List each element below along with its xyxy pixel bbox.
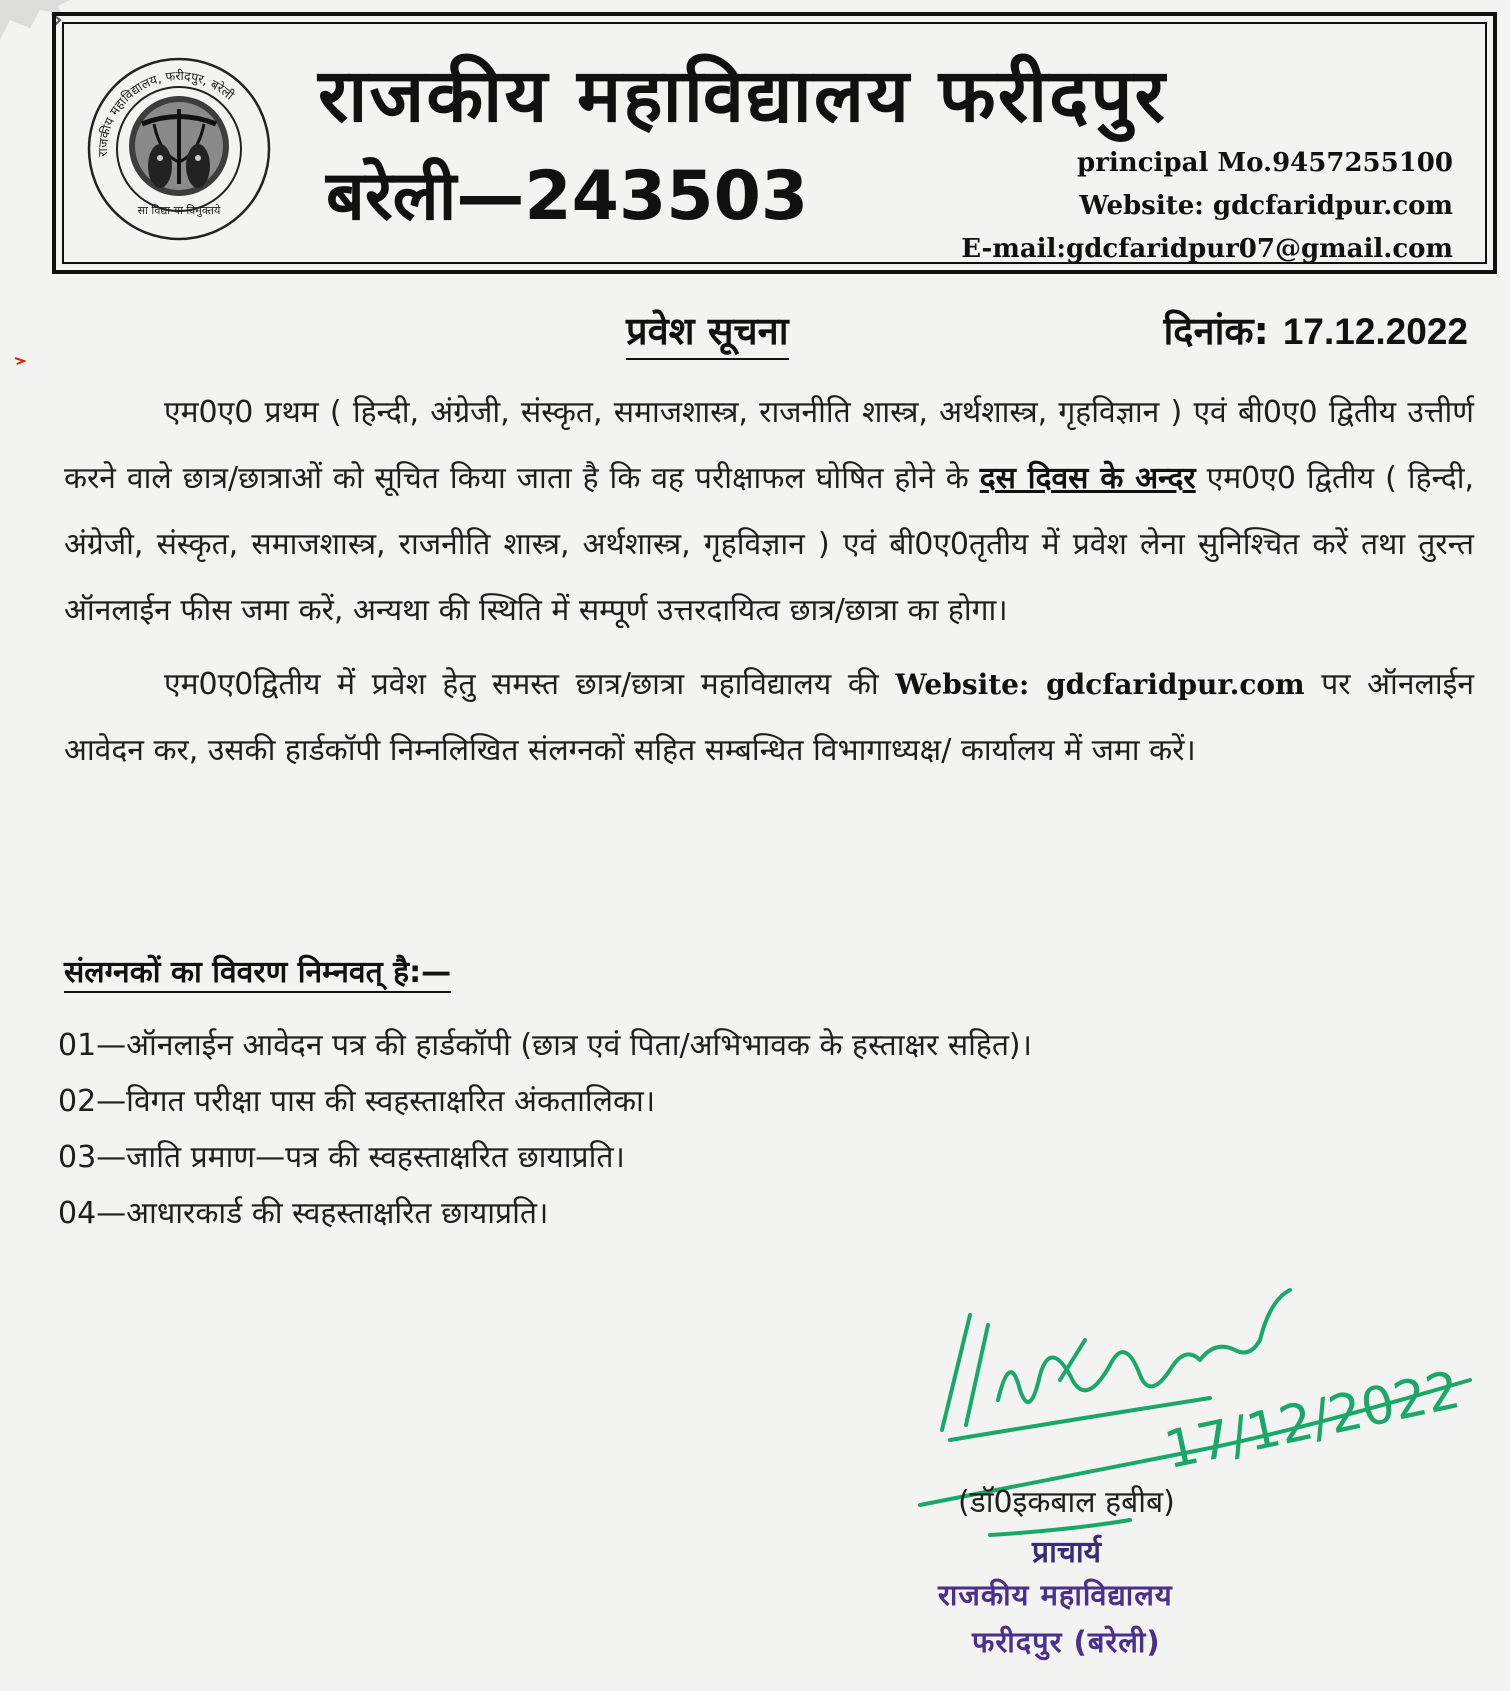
- notice-date: [1163, 304, 1468, 356]
- website-text: Website: gdcfaridpur.com: [1079, 191, 1453, 221]
- svg-text:17/12/2022: 17/12/2022: [1159, 1360, 1466, 1482]
- notice-title: प्रवेश सूचना: [626, 304, 789, 360]
- list-item: 03—जाति प्रमाण—पत्र की स्वहस्ताक्षरित छायाप्रति।: [58, 1140, 625, 1175]
- list-item: 04—आधारकार्ड की स्वहस्ताक्षरित छायाप्रति।: [58, 1196, 549, 1231]
- principal-mobile: principal Mo.9457255100: [1077, 148, 1453, 178]
- svg-text:सा विद्या या विमुक्तये: सा विद्या या विमुक्तये: [137, 204, 221, 217]
- attachments-list: [58, 1018, 1032, 1242]
- list-item: 02—विगत परीक्षा पास की स्वहस्ताक्षरित अंकतालिका।: [58, 1084, 656, 1119]
- handwritten-signature: [870, 1280, 1510, 1580]
- paragraph-online-application: [64, 652, 1474, 784]
- city-pincode: बरेली—243503: [326, 157, 809, 236]
- list-item: 01—ऑनलाईन आवेदन पत्र की हार्डकॉपी (छात्र एवं पिता/अभिभावक के हस्ताक्षर सहित)।: [58, 1028, 1032, 1063]
- stamp-place: फरीदपुर (बरेली): [972, 1625, 1161, 1659]
- para2-website: Website: gdcfaridpur.com: [895, 668, 1305, 701]
- para2-text-cont: पर ऑनलाईन आवेदन कर, उसकी हार्डकॉपी निम्नलिखित संलग्नकों सहित सम्बन्धित विभागाध्यक्ष/ कार्यालय में जमा करें।: [64, 667, 1474, 768]
- college-name: राजकीय महाविद्यालय फरीदपुर: [318, 53, 1167, 139]
- para1-text-cont: एम0ए0 द्वितीय ( हिन्दी, अंग्रेजी, संस्कृत, समाजशास्त्र, राजनीति शास्त्र, अर्थशास्त्र, गृहविज्ञान ) एवं बी0ए0तृतीय में प्रवेश लेना सुनिश्चित करें तथा तुरन्त ऑनलाईन फीस जमा करें, अन्यथा की स्थिति में सम्पूर्ण उत्तरदायित्व छात्र/छात्रा का होगा।: [64, 461, 1475, 628]
- principal-name: (डॉ0इकबाल हबीब): [958, 1485, 1175, 1520]
- email-text: E-mail:gdcfaridpur07@gmail.com: [961, 234, 1453, 264]
- college-seal-logo: [84, 54, 274, 244]
- stamp-college-name: राजकीय महाविद्यालय: [938, 1578, 1173, 1612]
- date-value: 17.12.2022: [1282, 311, 1468, 352]
- letterhead: [52, 12, 1497, 274]
- paragraph-admission: [64, 380, 1474, 644]
- deadline-emphasis: दस दिवस के अन्दर: [979, 461, 1196, 496]
- date-label: दिनांक:: [1163, 309, 1269, 353]
- svg-text:राजकीय महाविद्यालय, फरीदपुर, ब: राजकीय महाविद्यालय, फरीदपुर, बरेली: [94, 68, 238, 157]
- red-ink-mark: [14, 356, 26, 366]
- attachments-heading: संलग्नकों का विवरण निम्नवत् है:—: [64, 950, 451, 993]
- contact-details: [961, 142, 1453, 271]
- notice-body: [64, 380, 1474, 784]
- principal-designation-stamp: प्राचार्य: [1032, 1535, 1102, 1570]
- para2-text: एम0ए0द्वितीय में प्रवेश हेतु समस्त छात्र/छात्रा महाविद्यालय की: [164, 667, 896, 702]
- para1-text: एम0ए0 प्रथम ( हिन्दी, अंग्रेजी, संस्कृत, समाजशास्त्र, राजनीति शास्त्र, अर्थशास्त्र, गृहविज्ञान ) एवं बी0ए0 द्वितीय उत्तीर्ण करने वाले छात्र/छात्राओं को सूचित किया जाता है कि वह परीक्षाफल घोषित होने के: [64, 395, 1474, 496]
